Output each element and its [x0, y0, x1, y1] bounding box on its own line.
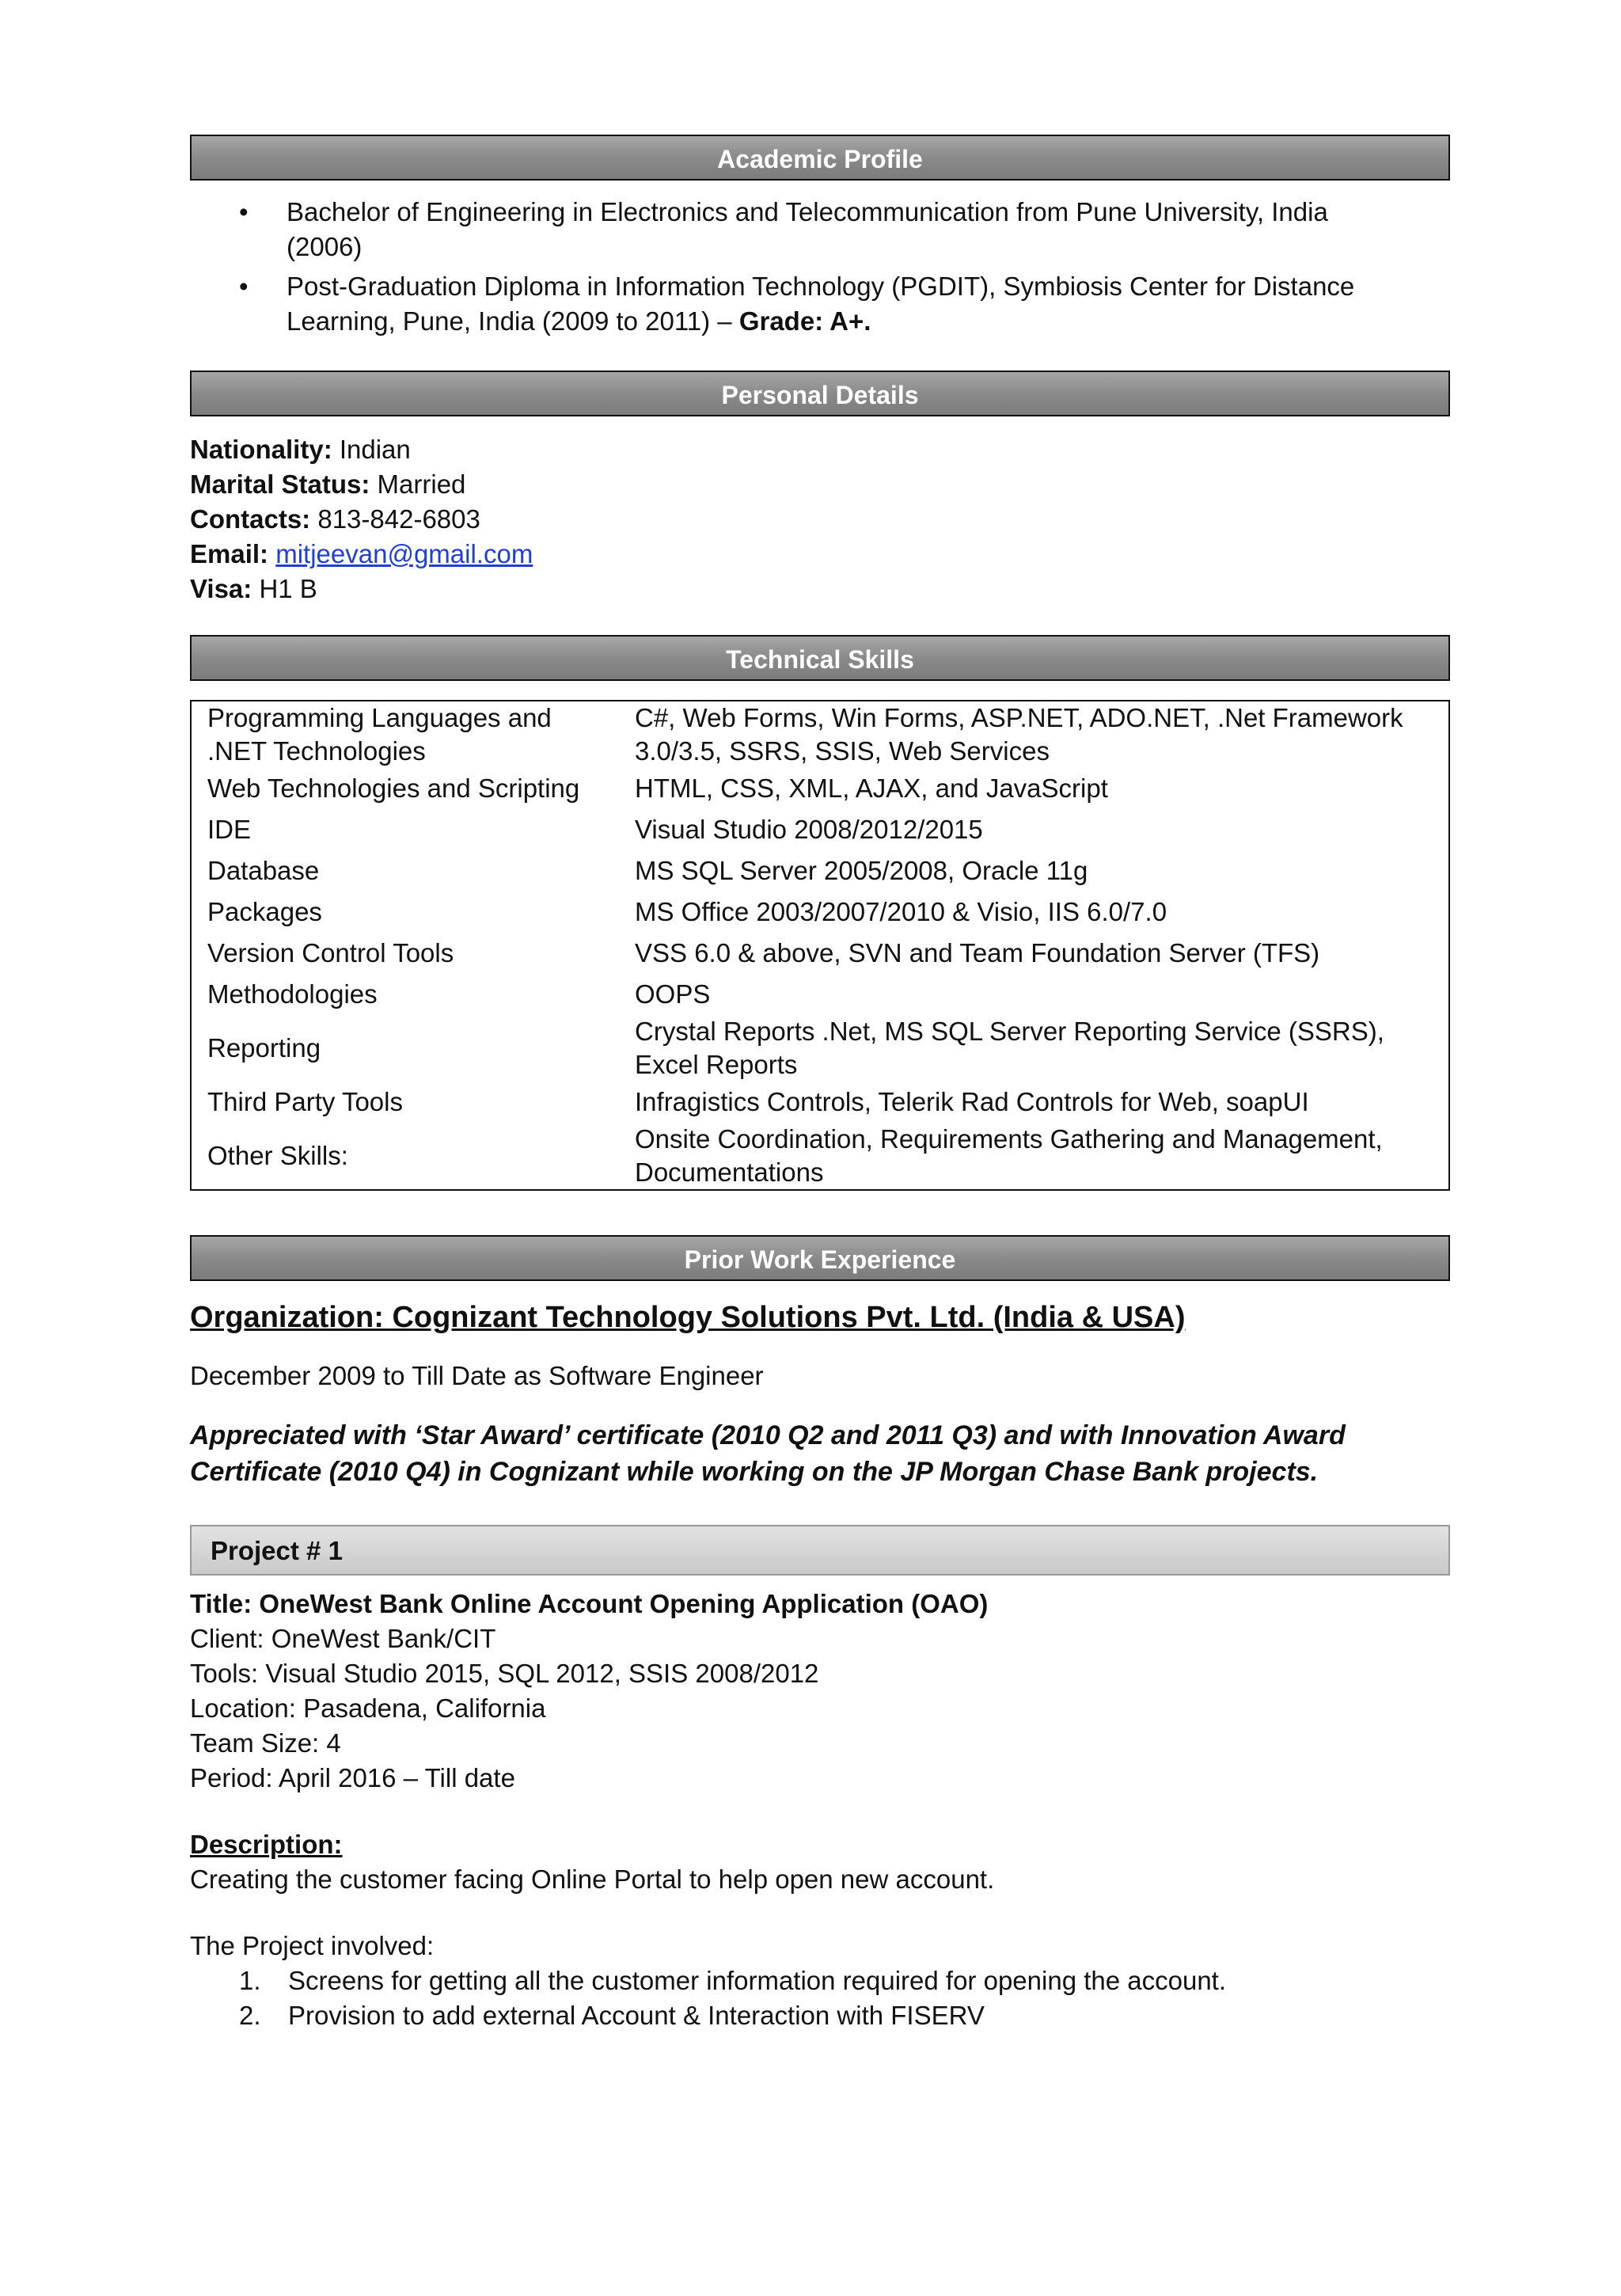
skill-category: IDE — [207, 815, 252, 844]
skills-table — [190, 700, 1450, 1191]
marital-status-row — [190, 467, 1450, 502]
skill-values: C#, Web Forms, Win Forms, ASP.NET, ADO.NET, .Net Framework 3.0/3.5, SSRS, SSIS, Web Services — [635, 703, 1403, 766]
skills-row — [191, 768, 1449, 809]
personal-details-header: Personal Details — [190, 371, 1450, 416]
field-label: Email: — [190, 539, 269, 568]
project-details — [190, 1587, 1450, 1796]
skill-values: Crystal Reports .Net, MS SQL Server Reporting Service (SSRS), Excel Reports — [635, 1017, 1384, 1079]
project-location: Location: Pasadena, California — [190, 1693, 546, 1723]
field-label: Contacts: — [190, 504, 311, 534]
skill-values: HTML, CSS, XML, AJAX, and JavaScript — [635, 774, 1108, 803]
academic-item — [190, 269, 1450, 339]
skills-row — [191, 974, 1449, 1015]
skill-category: Version Control Tools — [207, 938, 454, 967]
organization-title: Organization: Cognizant Technology Solutions Pvt. Ltd. (India & USA) — [190, 1301, 1186, 1334]
skill-values: MS SQL Server 2005/2008, Oracle 11g — [635, 856, 1088, 885]
visa-row — [190, 572, 1450, 606]
skills-row — [191, 809, 1449, 850]
skill-category: Methodologies — [207, 979, 378, 1009]
involved-item — [190, 1963, 1450, 1998]
field-label: Marital Status: — [190, 469, 370, 499]
bullet-icon: • — [239, 272, 249, 301]
project-title: Title: OneWest Bank Online Account Opening Application (OAO) — [190, 1589, 989, 1618]
work-experience-header: Prior Work Experience — [190, 1235, 1450, 1281]
project-period: Period: April 2016 – Till date — [190, 1763, 515, 1792]
description-section — [190, 1827, 1450, 1897]
field-value: H1 B — [252, 574, 317, 603]
academic-list — [190, 195, 1450, 339]
skill-category: Database — [207, 856, 320, 885]
grade-text: Grade: A+. — [738, 306, 871, 336]
email-link[interactable]: mitjeevan@gmail.com — [275, 539, 533, 568]
field-value: 813-842-6803 — [310, 504, 480, 534]
resume-page — [190, 135, 1450, 2033]
field-value: Married — [370, 469, 466, 499]
description-heading: Description: — [190, 1830, 343, 1859]
email-row — [190, 537, 1450, 572]
involved-list — [190, 1963, 1450, 2033]
skill-category: Other Skills: — [207, 1141, 348, 1170]
academic-item — [190, 195, 1450, 264]
field-label: Visa: — [190, 574, 252, 603]
skill-values: OOPS — [635, 979, 711, 1009]
academic-profile-header: Academic Profile — [190, 135, 1450, 181]
skill-values: MS Office 2003/2007/2010 & Visio, IIS 6.0/7.0 — [635, 897, 1167, 926]
skill-category: Third Party Tools — [207, 1087, 403, 1116]
tenure-text: December 2009 to Till Date as Software Engineer — [190, 1361, 764, 1390]
skills-row — [191, 850, 1449, 891]
item-text: Screens for getting all the customer information required for opening the account. — [288, 1966, 1227, 1995]
skill-values: Infragistics Controls, Telerik Rad Controls for Web, soapUI — [635, 1087, 1309, 1116]
description-text: Creating the customer facing Online Portal to help open new account. — [190, 1865, 995, 1894]
skill-values: Visual Studio 2008/2012/2015 — [635, 815, 983, 844]
skills-row — [191, 1081, 1449, 1123]
nationality-row — [190, 432, 1450, 467]
project-team-size: Team Size: 4 — [190, 1728, 341, 1758]
item-text: Provision to add external Account & Interaction with FISERV — [288, 2001, 985, 2030]
skills-row — [191, 1015, 1449, 1081]
skill-category: Programming Languages and .NET Technologies — [207, 703, 552, 766]
skills-row — [191, 1123, 1449, 1190]
skills-row — [191, 891, 1449, 933]
project-header: Project # 1 — [190, 1525, 1450, 1576]
project-tools: Tools: Visual Studio 2015, SQL 2012, SSIS 2008/2012 — [190, 1659, 819, 1688]
skills-row — [191, 933, 1449, 974]
field-value: Indian — [332, 435, 411, 464]
skill-values: Onsite Coordination, Requirements Gathering and Management, Documentations — [635, 1124, 1383, 1187]
skills-row — [191, 701, 1449, 768]
academic-item-text: Bachelor of Engineering in Electronics and Telecommunication from Pune University, India (2006) — [287, 197, 1328, 261]
technical-skills-header: Technical Skills — [190, 635, 1450, 681]
skill-values: VSS 6.0 & above, SVN and Team Foundation Server (TFS) — [635, 938, 1320, 967]
skill-category: Web Technologies and Scripting — [207, 774, 580, 803]
contacts-row — [190, 502, 1450, 537]
item-number: 1. — [239, 1966, 261, 1995]
project-client: Client: OneWest Bank/CIT — [190, 1624, 496, 1653]
academic-item-text: Post-Graduation Diploma in Information Technology (PGDIT), Symbiosis Center for Distance Learning, Pune, India (2009 to 2011) – — [287, 272, 1355, 336]
skill-category: Reporting — [207, 1033, 321, 1062]
involved-intro: The Project involved: — [190, 1931, 435, 1960]
field-label: Nationality: — [190, 435, 332, 464]
personal-details — [190, 432, 1450, 606]
award-text: Appreciated with ‘Star Award’ certificate (2010 Q2 and 2011 Q3) and with Innovation Award Certificate (2010 Q4) in Cognizant while working on the JP Morgan Chase Bank projects. — [190, 1420, 1346, 1487]
item-number: 2. — [239, 2001, 261, 2030]
bullet-icon: • — [239, 197, 249, 226]
involved-item — [190, 1998, 1450, 2033]
skill-category: Packages — [207, 897, 322, 926]
